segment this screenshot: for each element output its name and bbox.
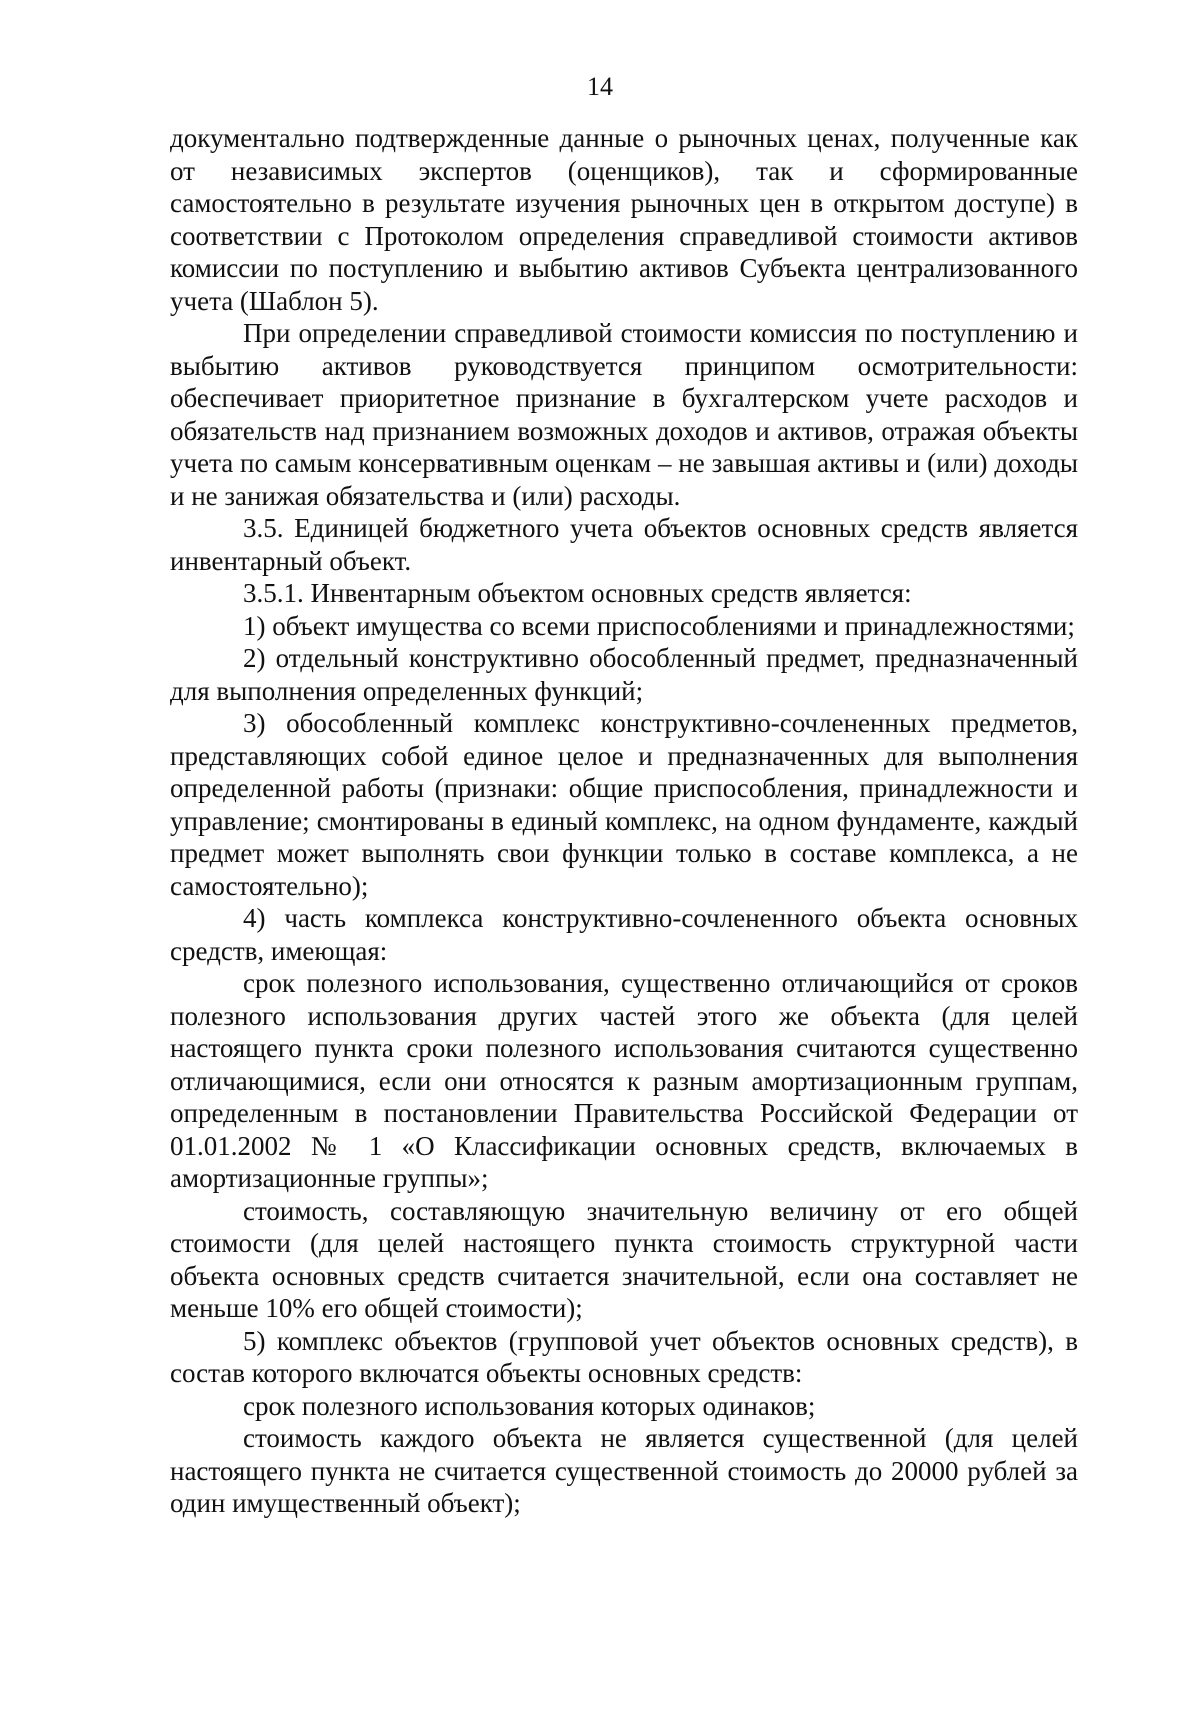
list-item-5-useful-life: срок полезного использования которых одинаков;	[243, 1390, 816, 1421]
document-body	[170, 122, 1078, 1520]
list-item-2: 2) отдельный конструктивно обособленный предмет, предназначенный для выполнения определенных функций;	[170, 643, 1078, 706]
paragraph-3-5-1: 3.5.1. Инвентарным объектом основных средств является:	[243, 578, 912, 608]
list-item-5: 5) комплекс объектов (групповой учет объектов основных средств), в состав которого включатся объекты основных средств:	[170, 1325, 1078, 1388]
list-item-4-useful-life: срок полезного использования, существенно отличающийся от сроков полезного использования других частей этого же объекта (для целей настоящего пункта сроки полезного использования считаются существенно отличающимися, если они относятся к разным амортизационным группам, определенным в постановлении Правительства Российской Федерации от 01.01.2002 № 1 «О Классификации основных средств, включаемых в амортизационные группы»;	[170, 968, 1078, 1193]
page-number: 14	[587, 72, 613, 101]
list-item-1: 1) объект имущества со всеми приспособлениями и принадлежностями;	[243, 610, 1075, 641]
list-item-4-cost: стоимость, составляющую значительную величину от его общей стоимости (для целей настоящего пункта стоимость структурной части объекта основных средств считается значительной, если она составляет не меньше 10% его общей стоимости);	[170, 1195, 1078, 1323]
list-item-3: 3) обособленный комплекс конструктивно-сочлененных предметов, представляющих собой единое целое и предназначенных для выполнения определенной работы (признаки: общие приспособления, принадлежности и управление; смонтированы в единый комплекс, на одном фундаменте, каждый предмет может выполнять свои функции только в составе комплекса, а не самостоятельно);	[170, 708, 1078, 901]
list-item-4: 4) часть комплекса конструктивно-сочлененного объекта основных средств, имеющая:	[170, 903, 1078, 966]
paragraph-3-5: 3.5. Единицей бюджетного учета объектов основных средств является инвентарный объект.	[170, 513, 1078, 576]
paragraph-market-prices: документально подтвержденные данные о рыночных ценах, полученные как от независимых экспертов (оценщиков), так и сформированные самостоятельно в результате изучения рыночных цен в открытом доступе) в соответствии с Протоколом определения справедливой стоимости активов комиссии по поступлению и выбытию активов Субъекта централизованного учета (Шаблон 5).	[170, 123, 1078, 316]
list-item-5-cost: стоимость каждого объекта не является существенной (для целей настоящего пункта не считается существенной стоимость до 20000 рублей за один имущественный объект);	[170, 1423, 1078, 1518]
paragraph-prudence-principle: При определении справедливой стоимости комиссия по поступлению и выбытию активов руководствуется принципом осмотрительности: обеспечивает приоритетное признание в бухгалтерском учете расходов и обязательств над признанием возможных доходов и активов, отражая объекты учета по самым консервативным оценкам – не завышая активы и (или) доходы и не занижая обязательства и (или) расходы.	[170, 318, 1078, 511]
